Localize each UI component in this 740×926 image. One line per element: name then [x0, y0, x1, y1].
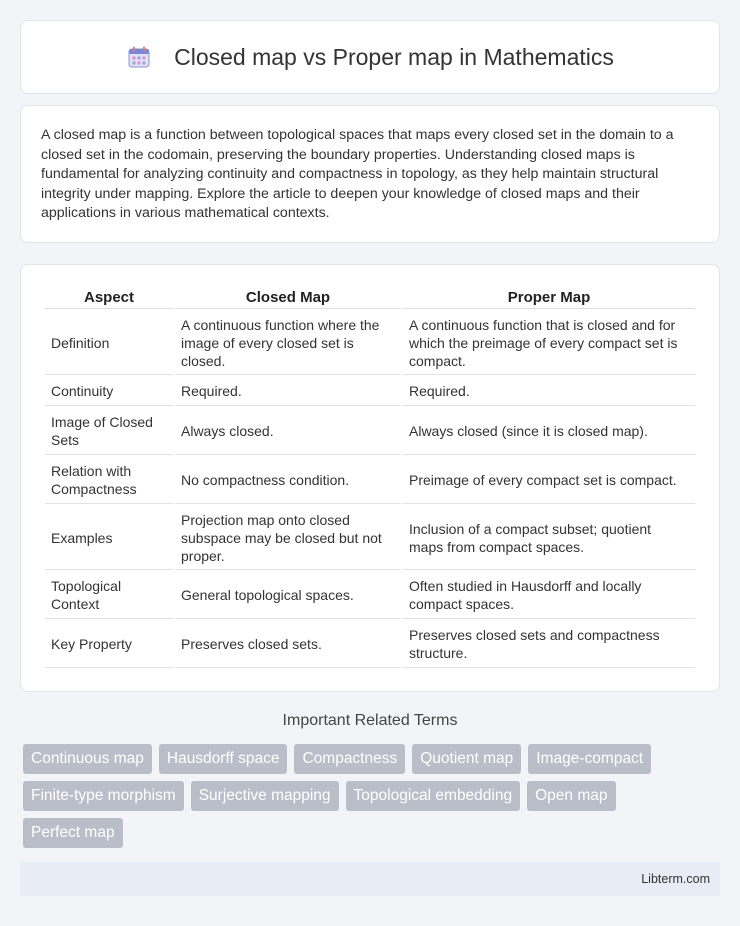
- table-cell: General topological spaces.: [175, 572, 401, 619]
- table-row: [45, 506, 695, 570]
- table-cell: Preserves closed sets.: [175, 621, 401, 668]
- table-cell: Always closed (since it is closed map).: [403, 408, 695, 455]
- term-tag[interactable]: Topological embedding: [346, 781, 521, 811]
- table-row: [45, 621, 695, 668]
- table-cell: Continuity: [45, 377, 173, 406]
- calendar-icon: [126, 44, 152, 70]
- related-terms-title: Important Related Terms: [282, 712, 458, 729]
- page-header: [20, 20, 720, 94]
- header-aspect: Aspect: [45, 287, 173, 309]
- term-tag[interactable]: Quotient map: [412, 744, 521, 774]
- term-tag[interactable]: Hausdorff space: [159, 744, 288, 774]
- term-tag[interactable]: Continuous map: [23, 744, 152, 774]
- term-tag[interactable]: Open map: [527, 781, 615, 811]
- table-cell: A continuous function where the image of every closed set is closed.: [175, 311, 401, 375]
- table-cell: Often studied in Hausdorff and locally compact spaces.: [403, 572, 695, 619]
- table-row: [45, 408, 695, 455]
- footer: [20, 862, 720, 896]
- header-proper-map: Proper Map: [403, 287, 695, 309]
- table-cell: Preserves closed sets and compactness structure.: [403, 621, 695, 668]
- term-tag[interactable]: Surjective mapping: [191, 781, 339, 811]
- term-tag[interactable]: Perfect map: [23, 818, 123, 848]
- comparison-card: [20, 264, 720, 692]
- table-cell: Key Property: [45, 621, 173, 668]
- table-row: [45, 377, 695, 406]
- table-header-row: [45, 287, 695, 309]
- table-row: [45, 311, 695, 375]
- table-cell: Definition: [45, 311, 173, 375]
- table-cell: Topological Context: [45, 572, 173, 619]
- table-row: [45, 457, 695, 504]
- term-tag[interactable]: Image-compact: [528, 744, 651, 774]
- term-tag[interactable]: Compactness: [294, 744, 405, 774]
- table-cell: No compactness condition.: [175, 457, 401, 504]
- page-title: Closed map vs Proper map in Mathematics: [174, 43, 614, 70]
- comparison-table: [43, 285, 697, 670]
- table-cell: Image of Closed Sets: [45, 408, 173, 455]
- table-cell: Inclusion of a compact subset; quotient maps from compact spaces.: [403, 506, 695, 570]
- table-cell: Relation with Compactness: [45, 457, 173, 504]
- header-closed-map: Closed Map: [175, 287, 401, 309]
- table-cell: Projection map onto closed subspace may be closed but not proper.: [175, 506, 401, 570]
- footer-site-link[interactable]: Libterm.com: [641, 872, 710, 886]
- table-cell: Always closed.: [175, 408, 401, 455]
- intro-text: A closed map is a function between topological spaces that maps every closed set in the domain to a closed set in the codomain, preserving the boundary properties. Understanding closed maps is fundamental for analyzing continuity and compactness in topology, as they help maintain structural integrity under mapping. Explore the article to deepen your knowledge of closed maps and their applications in various mathematical contexts.: [41, 127, 674, 222]
- table-cell: Examples: [45, 506, 173, 570]
- table-cell: Preimage of every compact set is compact.: [403, 457, 695, 504]
- term-tag[interactable]: Finite-type morphism: [23, 781, 184, 811]
- table-cell: A continuous function that is closed and for which the preimage of every compact set is compact.: [403, 311, 695, 375]
- table-cell: Required.: [175, 377, 401, 406]
- related-terms-list: [23, 744, 723, 855]
- intro-card: [20, 105, 720, 243]
- table-row: [45, 572, 695, 619]
- table-cell: Required.: [403, 377, 695, 406]
